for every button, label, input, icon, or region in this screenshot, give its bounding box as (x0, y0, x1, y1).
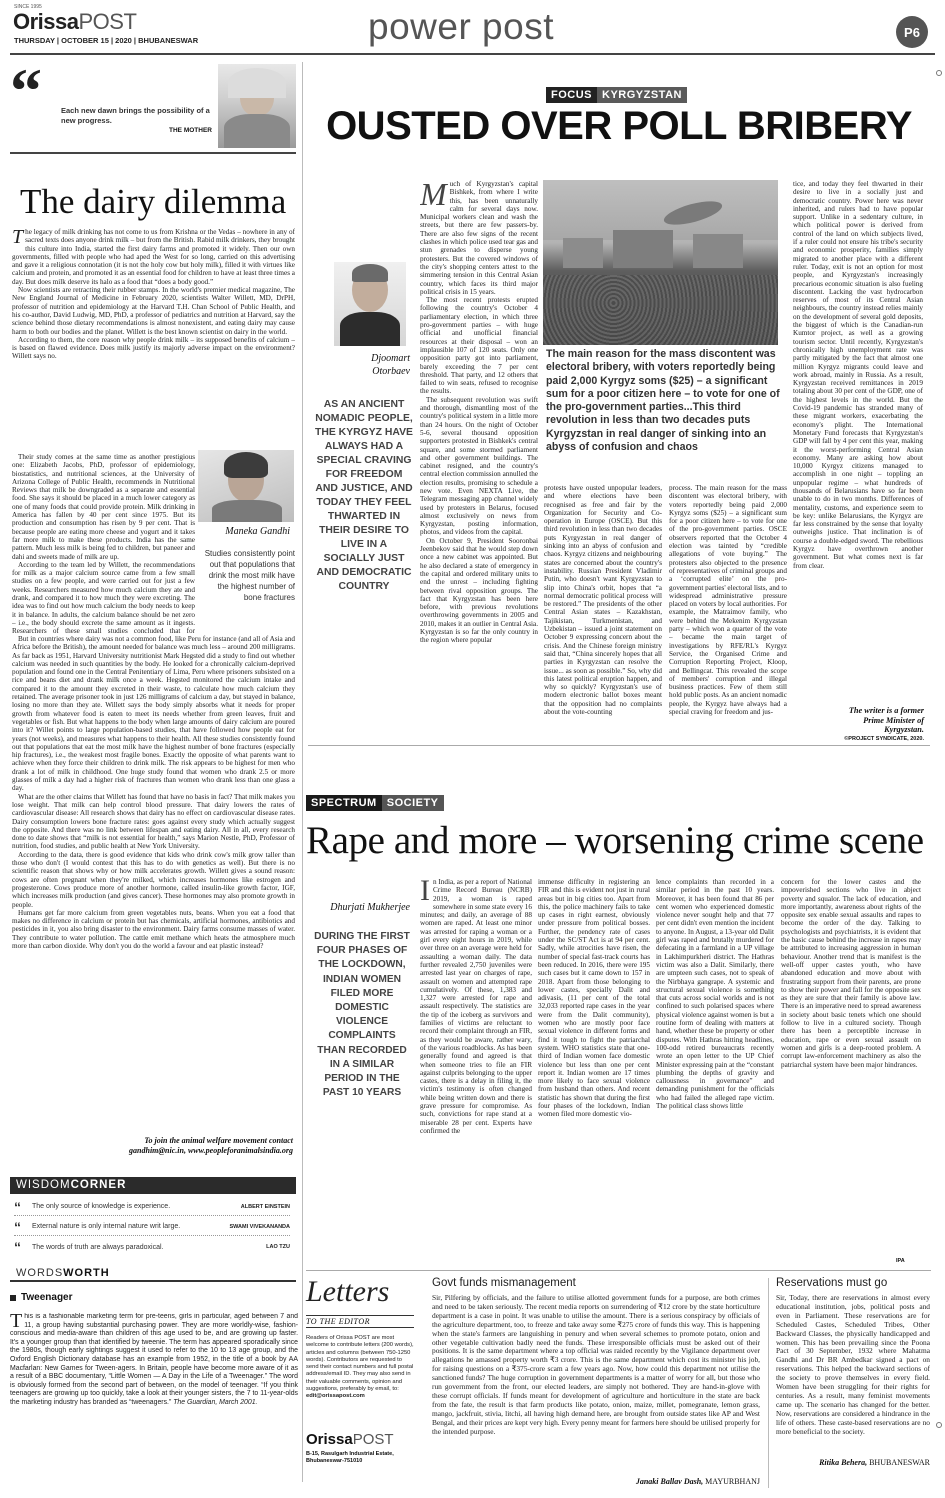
quote-author: THE MOTHER (169, 127, 212, 134)
kyrgyz-c1a: uch of Kyrgyzstan's capital Bishkek, from where I write this, has been unnaturally calm for several days now. Municipal workers clean and wash the streets, but there are few passers-by. There are also few signs of the recent clashes in which police used tear gas and stun grenades to disperse young protesters. But the covered windows of the city's shopping centers attest to the simmering tension in this Central Asian country, which faces its third major political crisis in 15 years. (420, 180, 538, 296)
crime-label-a: SPECTRUM (306, 795, 382, 811)
logo-small: SINCE 1995 (14, 4, 42, 10)
wisdom-quote-icon: “ (14, 1218, 21, 1235)
masthead-rule (10, 53, 935, 55)
dairy-p5: According to the team led by Willett, the recommendations for milk as a major calcium source came from a few small studies on a few people, and were carried out for just a few weeks. Researchers measured how much calcium they ate and drank, and compared it to how much they were excreting. The idea was to find out how much calcium the body needs to keep it in balance. In adults, the calcium balance should be net zero – i.e., the body should excrete the same amount as it ingests. Researchers of these small studies concluded that for (12, 560, 195, 635)
crime-col-1 (420, 878, 532, 1265)
dairy-intro (12, 228, 295, 453)
kyrgyz-drop-cap: M (420, 180, 447, 212)
kyrgyz-bottom-rule (308, 745, 930, 746)
wisdom-item (14, 1238, 290, 1256)
letters-logo-a: Orissa (306, 1431, 353, 1448)
logo-text-b: POST (78, 9, 137, 34)
letter-1-signoff (560, 1477, 760, 1486)
dairy-p7: What are the other claims that Willett has found that have no basis in fact? That milk makes you lose weight. That milk can help control blood pressure. That dairy lowers the rates of cardiovascular disease: All research shows that dairy has no effect on cardiovascular disease rates. Dairy consumption lowers bone fracture rates: goes against every study which actually suggest the opposite. And there was no link between lifespan and eating dairy. All in all, every research done to date shows that “milk is not essential for health,” says Marion Nestle, PhD, Professor of nutrition, food studies, and public health at New York University. (12, 792, 295, 851)
quote-mark-icon: “ (10, 55, 42, 126)
quote-rule (10, 152, 296, 154)
wordsworth-title-b: WORTH (63, 1267, 110, 1279)
dairy-p6: But in countries where dairy was not a common food, like Peru for instance (and all of Asia and Africa before the British), the amount needed for balance was much less – around 200 milligrams. As far back as 1951, Harvard University nutritionist Mark Hegsted did a study to find out whether calcium was needed in such quantities by the body. He looked for a chronically calcium-deprived population and found one in the Central Penitentiary of Lima, Peru where prisoners subsisted on a rice and beans diet and drank milk once a week. Hegsted monitored the calcium intake and compared it to the amount they excreted in their waste, to calculate how much calcium they retained. The average prisoner took in just 126 milligrams of calcium a day, but stayed in balance, losing no more than they ate. Willett says the body simply absorbs what it needs for proper growth from whatever food is eaten to meet its needs whether from green leaves, fruit and vegetables or fish. But what happens to the body when large amounts of dairy calcium are poured into it? Willet points to large population-based studies, that have followed how people eat for years (not weeks), and measures what happens to their health. All these studies consistently found out that populations that eat the most milk have the highest number of bone fractures (especially hip fractures), i.e., the weakest most fragile bones. Exactly the opposite of what parents want to achieve when they force their children to drink milk. The risk appears to be highest for men who drank a lot of milk in childhood. One huge study found that women who drank 2.5 or more glasses of milk a day had a higher risk of fractures than women who drank less than one glass a day. (12, 635, 295, 793)
masthead-logo (13, 9, 136, 35)
wisdom-text: External nature is only internal nature writ large. (32, 1223, 181, 1230)
letters-logo (306, 1431, 394, 1448)
crime-col-3: lence complaints than recorded in a similar period in the past 10 years. Moreover, it has been found that 86 per cent women who experienced domestic violence never sought help and that 77 per cent didn't even mention the incident to anyone. In August, a 13-year old Dalit girl was raped and brutally murdered for defecating in a farmland in a UP village in Lakhimpurkheri district. The Hathras victim was also a Dalit. Similarly, there are umpteen such cases, not to speak of the Nirbhaya gangrape. A systemic and structural sexual violence is something that cuts across social worlds and is not confined to such polarised spaces where physical violence against women is but a routine form of dealing with matters at hand, whether these be property or other disputes. With Hathras hitting headlines, 100-odd retired bureaucrats recently wrote an open letter to the UP Chief Minister expressing pain at the “constant plumbing the depths of gravity and callousness in governance” and demanding punishment for the officials who had failed the alleged rape victim. The political class shows little (656, 878, 774, 1111)
dairy-p8: According to the data, there is good evidence that kids who drink cow's milk grow taller than those who don't (I would contest that this has to do with genetics as well). But there is no scientific reason that shows why or how milk accelerates growth. Willett gives a sound reason: cows are often pregnant when they're milked, which increases hormones like estrogen and progesterone. Cows produce more of another hormone, called insulin-like growth factor, IGF, which increases milk production (and gives cancer). These hormones may also promote growth in people. (12, 850, 295, 909)
sign-line-3: Kyrgyzstan. (884, 725, 924, 735)
sign-line-1: The writer is a former (848, 706, 924, 715)
section-title: power post (368, 6, 554, 47)
wordsworth-body: his is a fashionable marketing term for pre-teens, girls in particular, aged between 7 and 11, a group having substantial purchasing power. They are more worldly-wise, fashion-conscious and media-aware than children of this age used to be, and are growing up faster. It's a younger group than that identified by tweenie. The term has appeared sporadically since the 1980s, though early sightings suggest it used to refer to the 10 to 13 age group, and the Oxford English Dictionary database has an example from 1952, in the title of a book by AA Macfarlan: New Games for Tween-agers. In Britain, people have become more aware of it as a result of a BBC documentary, “Little Women — A Day in the Life of a Tweenager.” The word is obviously formed from the second part of between, on the model of teenager. “If you think teenagers are growing up too quickly, take a look at their younger sisters, the 7 to 11-year-olds the marketing industry has branded as “tweenagers.” (10, 1313, 298, 1406)
dairy-narrow-col (12, 453, 195, 635)
dairy-cta (40, 1136, 293, 1156)
wisdom-author: SWAMI VIVEKANANDA (229, 1223, 290, 1230)
sign-line-2: Prime Minister of (863, 715, 924, 725)
wisdom-author: LAO TZU (266, 1244, 290, 1250)
kyrgyz-c1b: The most recent protests erupted following the country's October 4 parliamentary election, in which three pro-government parties – with huge official and unofficial financial resources at their disposal – won an implausible 107 of 120 seats. Only one opposition party got into parliament, barely exceeding the 7 per cent threshold. That party, and 12 others that failed to win seats, refused to recognise the results. (420, 296, 538, 396)
wisdom-title-a: WISDOM (16, 1179, 71, 1191)
wisdom-title-b: CORNER (70, 1179, 127, 1191)
kyrgyz-col-1 (420, 180, 538, 735)
wordsworth-source: The Guardian, March 2001. (173, 1398, 258, 1406)
wordsworth-title (10, 1267, 296, 1282)
kyrgyz-label-a: FOCUS (546, 87, 597, 103)
kyrgyz-signoff (790, 706, 924, 744)
kyrgyz-headline: OUSTED OVER POLL BRIBERY (326, 104, 912, 148)
crime-section-label (306, 795, 444, 811)
masthead (0, 0, 945, 48)
dairy-pull-quote: Studies consistently point out that populations that drink the most milk have the highest number of bone fractures (204, 549, 295, 602)
dateline: THURSDAY | OCTOBER 15 | 2020 | BHUBANESWAR (14, 36, 199, 45)
kyrgyz-col-4: tice, and today they feel thwarted in their desire to live in a socially just and democratic country. Power here was never inherited, and rulers had to have popular support. Unlike in a sedentary culture, in which political power is derived from control of the land on which subjects lived, if a ruler could not ensure his tribe's security and economic prosperity, families simply migrated to another place with a different ruler. Today, exit is not an option for most people, and Kyrgyzstan's increasingly precarious economic situation is also fueling discontent. Lacking the vast hydrocarbon reserves of most of its Central Asian neighbours, the country instead relies mainly on the development of several gold deposits, the biggest of which is the Canadian-run Kumtor project, as well as a growing tourism sector. Until recently, Kyrgyzstan's chronically high unemployment rate was partly mitigated by the fact that almost one million Kyrgyz migrants could leave and work abroad, mainly in Russia. As a result, Kyrgyzstan received remittances in 2019 totaling about 30 per cent of the GDP, one of the highest levels in the world. But the Covid-19 pandemic has stranded many of these migrant workers, exacerbating the economy's plight. The International Monetary Fund forecasts that Kyrgyzstan's GDP will fall by 4 per cent this year, making it the worst-performing Central Asian economy. Many are asking how about 10,000 Kyrgyz citizens managed to accomplish in one night – toppling an unpopular regime – what hundreds of thousands of Belarusians have so far been unable to do in two months. Differences of mentality, customs, and experience seem to be key: unlike Belarusians, the Kyrgyz are far less constrained by the sense that loyalty outweighs justice. That inclination is of course a double-edged sword. The rebellious Kyrgyz have overthrown another government. But what comes next is far from clear. (793, 180, 923, 570)
registration-mark-icon (936, 70, 942, 76)
author-first-name: Djoomart (371, 353, 410, 364)
letter-1-text: Sir, Pilfering by officials, and the failure to utilise allotted government funds for a purpose, are both crimes and need to be taken seriously. The recent media reports on surrendering of ₹12 crore by the state horticulture department is a case in point. It was unable to utilise the amount. There is a serious conspiracy by officials of the agriculture department, too, to freeze and take away some ₹275 crore of funds this way. This is happening when the state's farmers are languishing in penury and when several schemes to promote potato, onion and other vegetable cultivation badly need the funds. These irresponsible officials must be asked out of their positions. It is the same department where a top official was raided recently by the Vigilance department over allegations he amassed property worth ₹3 crore. This is the same department which cost its minister his job, for raising questions on a ₹375-crore scam a few years ago. Now, how could this department not utilise the sanctioned funds? The huge corruption in government departments is a matter of worry for all, but those who run government from the front, our elected leaders, are simply not bothered. They are hand-in-glove with these corrupt officials. If funds meant for development of agriculture and horticulture in the state are back from the fate, the result is that farm products like potato, onion, maize, millet, pomegranate, lemon grass, mango, jackfruit, stivia, litchi, all having high demand here, are brought from outside states like AP and West Bengal, and their prices are kept very high. Every penny meant for farmers here should be utilised properly for the intended purpose. (432, 1294, 760, 1436)
crime-col-4: concern for the lower castes and the impoverished sections who live in abject poverty and squalor. The lack of education, and more importantly, awareness about rights of the opposite sex enable sexual assaults and rapes to become the order of the day. Talking to psychologists and psychiatrists, it is evident that the basic cause behind the increase in rapes may be attributed to increasing aggression in human behaviour. Another trend that is manifest is the well-off upper castes youth, who have abandoned education and move about with frustrating support from their parents, are prone to show their power and fall for the opposite sex as they are sure that their family is above law. There is an imperative need to spread awareness in society about basic tenets which one should follow to live in a cultured society. Though there has been a perceptible increase in education, rape or even sexual assault on women and girls is a deep-rooted problem. A corrupt law-enforcement machinery as also the patriarchal system have been major hindrances. (781, 878, 921, 1069)
page-badge: P6 (896, 16, 928, 48)
letters-info-text: Readers of Orissa POST are most welcome to contribute letters (200 words), articles and columns (between 750-1250 words). Contributors are requested to send their contact numbers and full postal address/email ID. They may also send in their valuable comments, opinion and suggestions, preferably by email, to: (306, 1335, 414, 1393)
wordsworth-word: Tweenager (21, 1292, 73, 1303)
wisdom-item (14, 1218, 290, 1236)
letters-email[interactable]: edit@orissapost.com (306, 1393, 365, 1400)
kyrgyz-col-2: protests have ousted unpopular leaders, and where elections have been recognised as free and fair by the Organization for Security and Co-operation in Europe (OSCE). But this third revolution in less than two decades puts Kyrgyzstan in real danger of sinking into an abyss of confusion and chaos. Kyrgyz citizens and neighbouring states are concerned about the country's instability. Russian President Vladimir Putin, who doesn't want Kyrgyzstan to slip into China's orbit, hopes that “a normal democratic political process will be restored.” The presidents of the other Central Asian states – Kazakhstan, Tajikistan, Turkmenistan, and Uzbekistan – issued a joint statement on October 9 expressing concern about the crisis. And the Chinese foreign ministry said that, “China sincerely hopes that all parties in Kyrgyzstan can resolve the issue... as soon as possible.” So, why did this latest political eruption happen, and why so quickly? Kyrgyzstan's use of modern electronic ballot boxes meant that the opposition had no complaints about the vote-counting (544, 484, 662, 717)
letters-address (306, 1451, 394, 1465)
crime-col-2: immense difficulty in registering an FIR and this is evident not just in rural areas but in big cities too. Apart from this, the police machinery fails to take up cases in right earnest, obviously under pressure from political bosses. Further, the pendency rate of cases under the SC/ST Act is at 94 per cent. Sadly, while atrocities have risen, the number of special fast-track courts has been reduced. In 2016, there were 195 such cases but it came down to 157 in 2018. Apart from those belonging to lower castes, specially Dalit and adivasis, (11 per cent of the total 32,033 reported rape cases in the year were from the Dalit community), women who are mostly poor face sexual violence in different forms and find it tough to fight the patriarchal system. WHO statistics state that one-third of Indian women face domestic violence but less than one per cent report it. Indian women are 17 times more likely to face sexual violence from husband than others. And recent statistic has shown that during the first four phases of the lockdown, Indian women filed more domestic vio- (538, 878, 650, 1119)
dairy-cta-line1: To join the animal welfare movement contact (144, 1136, 293, 1145)
dairy-main (12, 635, 295, 1130)
wordsworth-word-row (10, 1292, 73, 1303)
otorbaev-photo (334, 262, 406, 346)
letters-info (306, 1335, 416, 1401)
syndicate-credit: ©PROJECT SYNDICATE, 2020. (844, 735, 924, 742)
letter-1-sign-name: Janaki Ballav Dash, (635, 1477, 704, 1486)
letter-1-sign-place: MAYURBHANJ (705, 1477, 760, 1486)
otorbaev-author-name (330, 352, 410, 378)
wisdom-item (14, 1198, 290, 1216)
protest-photo (543, 180, 778, 345)
wordsworth-title-a: WORDS (16, 1267, 64, 1279)
quote-box (10, 55, 296, 150)
wisdom-text: The only source of knowledge is experience. (32, 1203, 171, 1210)
quote-text: Each new dawn brings the possibility of a new progress. (61, 106, 210, 125)
letters-logo-b: POST (352, 1431, 394, 1448)
kyrgyz-section-label (546, 87, 687, 103)
maneka-author-name: Maneka Gandhi (225, 526, 290, 537)
crime-agency: IPA (896, 1258, 905, 1264)
letter-2-sign-place: BHUBANESWAR (869, 1458, 930, 1467)
crime-bottom-rule (306, 1270, 931, 1271)
address-line-2: Bhubaneswar-751010 (306, 1458, 363, 1464)
dairy-cta-line2[interactable]: gandhim@nic.in, www.peopleforanimalsindia.org (129, 1146, 293, 1155)
letter-2-text: Sir, Today, there are reservations in almost every educational institution, jobs, political posts and even in Parliament. These reservations are for Scheduled Castes, Scheduled Tribes, Other Backward Classes, the physically handicapped and women. This has been prevailing since the Poona Pact of 30 September, 1932 where Mahatma Gandhi and Dr BR Ambedkar signed a pact on reservations. This helped the backward sections of the society to prove themselves in every field. Women have been struggling for their rights for centuries. As a result, many feminist movements came up. The scenario has changed for the better. Now, reservations are considered a hindrance in the life of others. These caste-based reservations are no more beneficial to the society. (776, 1294, 930, 1436)
crime-label-b: SOCIETY (382, 795, 444, 811)
letter-1-title: Govt funds mismanagement (432, 1277, 576, 1289)
wisdom-text: The words of truth are always paradoxical. (32, 1243, 164, 1251)
dairy-p1: he legacy of milk drinking has not come to us from Krishna or the Vedas – nowhere in any of sacred texts does anyone drink milk – but from the British. Rabid milk drinkers, they brought this culture into India, started the first dairy farms and promoted it widely. Then our own governments, filled with people who had aped the West for so long, carried on this advertising and gave it a religious connotation (it is not the holy cow but holy milk), filled it with virtues like calcium and protein, and promoted it as an essential food for children to have at least three times a day. But does milk deserve its halo as a food that “does a body good.” (12, 228, 295, 286)
crime-c1: n India, as per a report of National Crime Record Bureau (NCRB) 2019, a woman is raped somewhere in some state every 16 minutes; and daily, an average of 88 women are raped. At least one minor was arrested for raping a woman or a girl every eight hours in 2019, while over three on an average were held for assaulting a woman daily. The data further revealed 2,750 juveniles were arrested last year on charges of rape, assault on women and attempted rape cumulatively. Of these, 1,383 and 1,327 were arrested for rape and assault respectively. The statistics are the tip of the iceberg as survivors and families of victims are reluctant to record their complaint through an FIR, as they would be aware, rather wary, of the various roadblocks. As has been generally found and agreed is that when someone tries to file an FIR against culprits belonging to the upper castes, there is a delay in filing it, the victim's testimony is often changed while being written down and there is grave pressure for compromise. As such, convictions for rape stand at a miserable 28 per cent. Experts have confirmed the (420, 878, 532, 1135)
mother-portrait (218, 64, 296, 148)
letter-2-title: Reservations must go (776, 1277, 888, 1289)
crime-drop-cap: I (420, 878, 430, 907)
kyrgyz-c1c: The subsequent revolution was swift and thorough, dismantling most of the country's political system in a little more than 24 hours. On the night of October 5-6, several thousand opposition supporters protested in Bishkek's central square, and some stormed parliament and other government buildings. The cabinet resigned, and the country's central election commission annulled the election results, promising to schedule a new vote. Even NEXTA Live, the Telegram messaging app channel widely used by protesters in Belarus, focused almost exclusively on news from Kyrgyzstan, posting information, photos, and videos from the capital. (420, 395, 538, 537)
dairy-drop-cap: T (12, 228, 24, 248)
protest-photo-caption: The main reason for the mass discontent was electoral bribery, with voters reportedly being paid 2,000 Kyrgyz soms ($25) – a significant sum for a poor citizen here – to vote for one of the pro-government parties...This third revolution in less than two decades puts Kyrgyzstan in real danger of sinking into an abyss of confusion and chaos (546, 348, 780, 454)
crime-author-name: Dhurjati Mukherjee (330, 902, 410, 913)
dairy-headline: The dairy dilemma (20, 182, 287, 221)
logo-text-a: Orissa (13, 9, 79, 34)
letters-title: Letters (306, 1275, 390, 1308)
dairy-p3: According to them, the core reason why people drink milk – its supposed benefits of calcium – is based on flawed evidence. Does milk justify its majorly adverse impact on the environment? Willett says no. (12, 335, 295, 361)
wordsworth-drop-cap: T (10, 1313, 23, 1332)
kyrgyz-pull-quote: AS AN ANCIENT NOMADIC PEOPLE, THE KYRGYZ HAVE ALWAYS HAD A SPECIAL CRAVING FOR FREEDOM AND JUSTICE, AND TODAY THEY FEEL THWARTED IN THEIR DESIRE TO LIVE IN A SOCIALLY JUST AND DEMOCRATIC COUNTRY (315, 399, 413, 592)
wisdom-title (10, 1177, 296, 1194)
wordsworth-text (10, 1313, 298, 1468)
letters-box (306, 1275, 418, 1485)
dairy-p9: Humans get far more calcium from green vegetables nuts, beans. When you eat a food that makes no difference in calcium or protein but has chemicals, artificial hormones, antibiotics and pesticides in it, you also bring disaster to the environment. Dairy farms consume masses of water. They contribute to water pollution. The cattle emit methane which heats the atmosphere much more than carbon dioxide. Why don't you do the world a favour and eat plastic instead? (12, 908, 295, 950)
crime-pull-quote: DURING THE FIRST FOUR PHASES OF THE LOCKDOWN, INDIAN WOMEN FILED MORE DOMESTIC VIOLENCE COMPLAINTS THAN RECORDED IN A SIMILAR PERIOD IN THE PAST 10 YEARS (314, 931, 410, 1099)
address-line-1: B-15, Rasulgarh Industrial Estate, (306, 1451, 394, 1457)
column-divider (302, 62, 303, 1482)
wisdom-quote-icon: “ (14, 1239, 21, 1255)
letters-divider (768, 1278, 769, 1488)
author-last-name: Otorbaev (372, 366, 410, 377)
dairy-p4: Their study comes at the same time as another prestigious one: Elizabeth Jacobs, PhD, professor of epidemiology, biostatistics, and nutritional sciences, at the University of Arizona College of Public Health, recommends in Nutritional Reviews that milk be downgraded as a separate and essential food. She says it should be placed in a much lower category as one of many foods that could provide protein. Milk drinking in America has fallen by 40 per cent since 1975. But its production and consumption has risen by 9 per cent. That is because people are eating more cheese and yogurt and it takes far more milk to make these products. India has the same pattern. Much less milk is being fed to children, but paneer and dahi and sweets made of milk are up. (12, 453, 195, 561)
wisdom-quote-icon: “ (14, 1198, 21, 1215)
registration-mark-icon (936, 1422, 942, 1428)
kyrgyz-c1d: On October 9, President Sooronbai Jeenbekov said that he would step down once a new cabinet was appointed. But he also declared a state of emergency in the capital and ordered military units to end the unrest – including fighting between rival opposition groups. The fact that Kyrgyzstan has been here before, with previous revolutions overthrowing governments in 2005 and 2010, makes it an outlier in Central Asia. Kyrgyzstan is so far the only country in the region where popular (420, 536, 538, 645)
letters-sub: TO THE EDITOR (306, 1315, 414, 1328)
dairy-p2: Now scientists are retracting their rubber stamps. In the world's premier medical magazine, The New England Journal of Medicine in February 2020, scientists Walter Willett, MD, DrPH, professor of nutrition and epidemiology at the Harvard T.H. Chan School of Public Health, and his co-author, David Ludwig, MD, PhD, a professor of pediatrics and nutrition at Harvard, say the science behind those dietary recommendations is almost nonexistent, and eating dairy may cause harm to both our bodies and the planet. Willett is the best known scientist on dairy in the world. (12, 286, 295, 336)
wisdom-author: ALBERT EINSTEIN (240, 1203, 290, 1210)
kyrgyz-col-3: process. The main reason for the mass discontent was electoral bribery, with voters reportedly being paid 2,000 Kyrgyz soms ($25) – a significant sum for a poor citizen here – to vote for one of the pro-government parties. OSCE observers reported that the October 4 election was tainted by “credible allegations of vote buying.” The protesters also objected to the presence of representatives of criminal groups and a ‘corrupted elite’ on the pro-government parties' electoral lists, and to widespread administrative pressure placed on voters by local authorities. For example, the Matraimov family, who were behind the Mekenim Kyrgyzstan party – which won a quarter of the vote – became the main target of investigations by RFE/RL's Kyrgyz Service, the Organised Crime and Corruption Reporting Project, Kloop, and Bellingcat. This revealed the scope of members' corruption and illegal business practices. Few of them still hold public posts. As an ancient nomadic people, the Kyrgyz have always had a special craving for freedom and jus- (669, 484, 787, 717)
maneka-gandhi-photo (198, 450, 294, 522)
crime-headline: Rape and more – worsening crime scene (306, 819, 924, 862)
square-bullet-icon (10, 1295, 16, 1301)
letter-2-sign-name: Ritika Behera, (819, 1458, 868, 1467)
kyrgyz-label-b: KYRGYZSTAN (597, 87, 687, 103)
letter-2-signoff (776, 1458, 930, 1467)
